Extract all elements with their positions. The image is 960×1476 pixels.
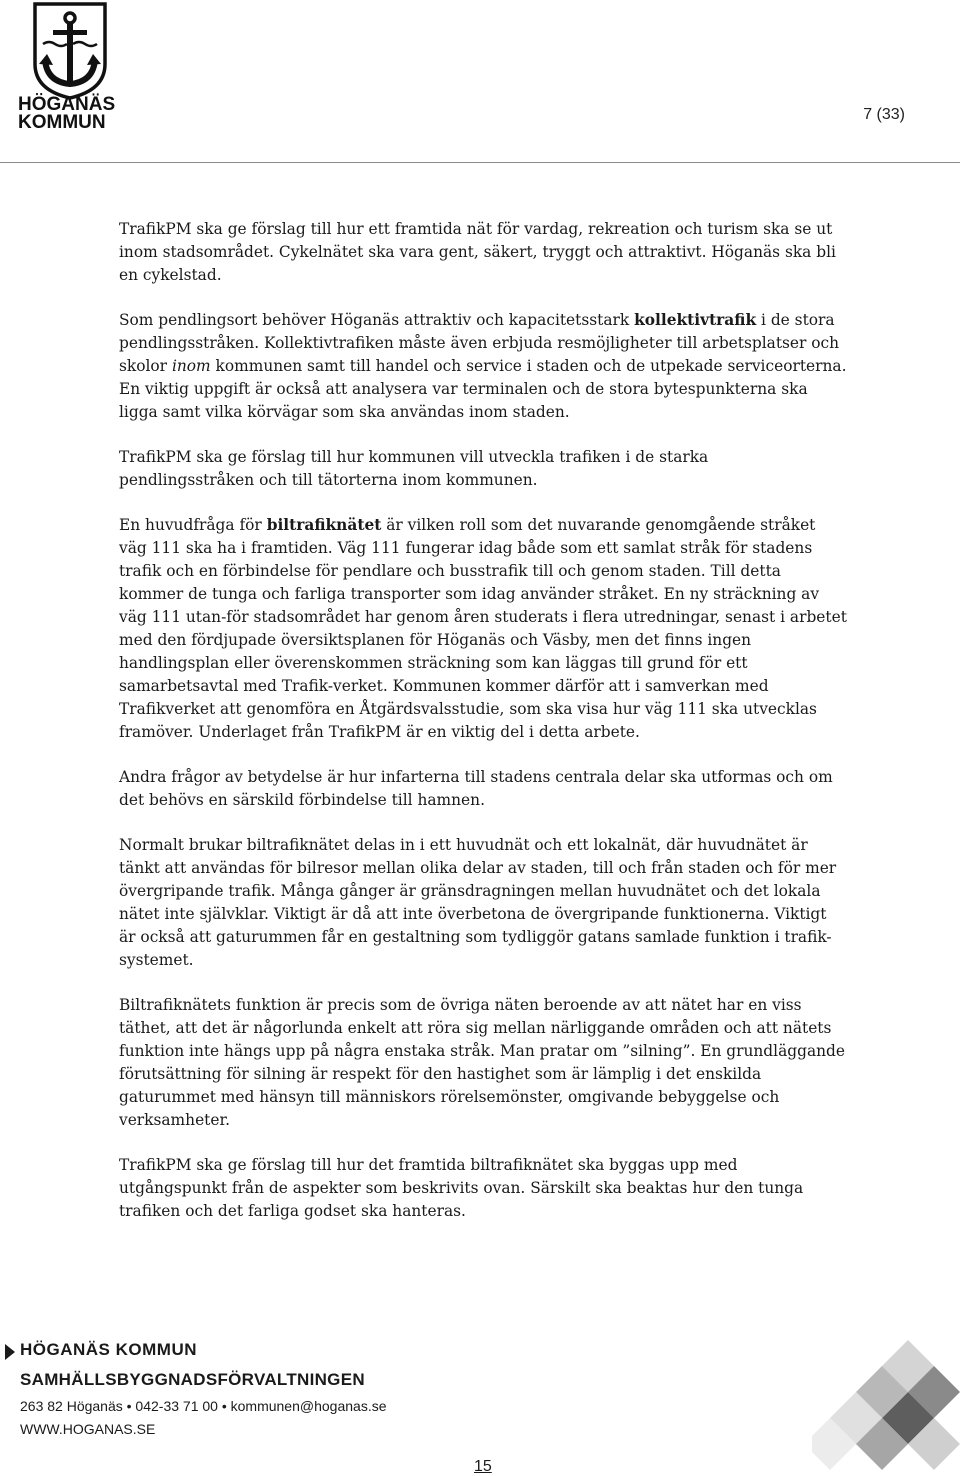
italic-term-inom: inom [171,357,211,375]
paragraph-public-transport [119,309,847,424]
page-indicator: 7 (33) [863,106,905,123]
paragraph-text: Biltrafiknätets funktion är precis som de övriga näten beroende av att nätet har en viss täthet, att det är någorlunda enkelt att röra sig mellan närliggande områden och att nätets funktion inte hängs upp på några enstaka stråk. Man pratar om ”silning”. En grundläggande förutsättning för silning är respekt för den hastighet som är lämplig i det enskilda gaturummet med hänsyn till människors rörelsemönster, omgivande bebyggelse och verksamheter. [119,996,846,1129]
paragraph-conclusion [119,1154,847,1223]
footer-department: SAMHÄLLSBYGGNADSFÖRVALTNINGEN [20,1370,365,1389]
paragraph-text: Normalt brukar biltrafiknätet delas in i ett huvudnät och ett lokalnät, där huvudnätet är tänkt att användas för bilresor mellan olika delar av staden, till och från staden och för mer övergripande trafik. Många gånger är gränsdragningen mellan huvudnätet och det lokala nätet inte självklar. Viktigt är då att inte överbetona de övergripande funktionerna. Viktigt är också att gaturummen får en gestaltning som tydliggör gatans samlade funktion i trafik-systemet. [119,836,837,969]
paragraph-network-function [119,994,847,1132]
paragraph-network-division [119,834,847,972]
paragraph-text: Som pendlingsort behöver Höganäs attraktiv och kapacitetsstark [119,311,635,329]
hoganas-kommun-logo [15,2,125,130]
paragraph-text: är vilken roll som det nuvarande genomgående stråket väg 111 ska ha i framtiden. Väg 111 fungerar idag både som ett samlat stråk för stadens trafik och en förbindelse för pendlare och busstrafik till och genom staden. Till detta kommer de tunga och farliga transporter som idag använder stråket. En ny sträckning av väg 111 utan-för stadsområdet har genom åren studerats i flera utredningar, senast i arbetet med den fördjupade översiktsplanen för Höganäs och Väsby, men det finns ingen handlingsplan eller överenskommen sträckning som kan läggas till grund för ett samarbetsavtal med Trafik-verket. Kommunen kommer därför att i samverkan med Trafikverket att genomföra en Åtgärdsvalsstudie, som ska visa hur väg 111 ska utvecklas framöver. Underlaget från TrafikPM är en viktig del i detta arbete. [119,516,847,741]
paragraph-entrances [119,766,847,812]
document-body [119,218,847,1245]
paragraph-text: TrafikPM ska ge förslag till hur kommunen vill utveckla trafiken i de starka pendlingsstråken och till tätorterna inom kommunen. [119,448,709,489]
triangle-right-icon [5,1344,15,1360]
header-divider [0,162,960,163]
logo-text-line2: KOMMUN [18,112,106,130]
logo-text-line1: HÖGANÄS [18,94,116,115]
diamond-pattern-icon [812,1336,960,1475]
paragraph-text: TrafikPM ska ge förslag till hur ett framtida nät för vardag, rekreation och turism ska se ut inom stadsområdet. Cykelnätet ska vara gent, säkert, tryggt och attraktivt. Höganäs ska bli en cykelstad. [119,220,836,284]
footer-organization: HÖGANÄS KOMMUN [20,1340,197,1359]
footer-website: WWW.HOGANAS.SE [20,1421,156,1437]
paragraph-text: Andra frågor av betydelse är hur infarterna till stadens centrala delar ska utformas och om det behövs en särskild förbindelse till hamnen. [119,768,833,809]
paragraph-commuting [119,446,847,492]
paragraph-text: En huvudfråga för [119,516,267,534]
footer-page-number: 15 [474,1458,492,1475]
footer-contact-info: 263 82 Höganäs • 042-33 71 00 • kommunen@hoganas.se [20,1398,387,1414]
paragraph-text: TrafikPM ska ge förslag till hur det framtida biltrafiknätet ska byggas upp med utgångspunkt från de aspekter som beskrivits ovan. Särskilt ska beaktas hur den tunga trafiken och det farliga godset ska hanteras. [119,1156,804,1220]
bold-term-biltrafiknatet: biltrafiknätet [266,516,382,534]
paragraph-text: kommunen samt till handel och service i staden och de utpekade serviceorterna. En viktig uppgift är också att analysera var terminalen och de stora bytespunkterna ska ligga samt vilka körvägar som ska användas inom staden. [119,357,847,421]
bold-term-kollektivtrafik: kollektivtrafik [634,311,757,329]
anchor-shield-icon [15,2,125,130]
paragraph-road-network [119,514,847,744]
page-footer [0,1336,960,1475]
paragraph-text: i de stora pendlingsstråken. Kollektivtrafiken måste även erbjuda resmöjligheter till arbetsplatser och skolor [119,311,840,375]
paragraph-cycling [119,218,847,287]
